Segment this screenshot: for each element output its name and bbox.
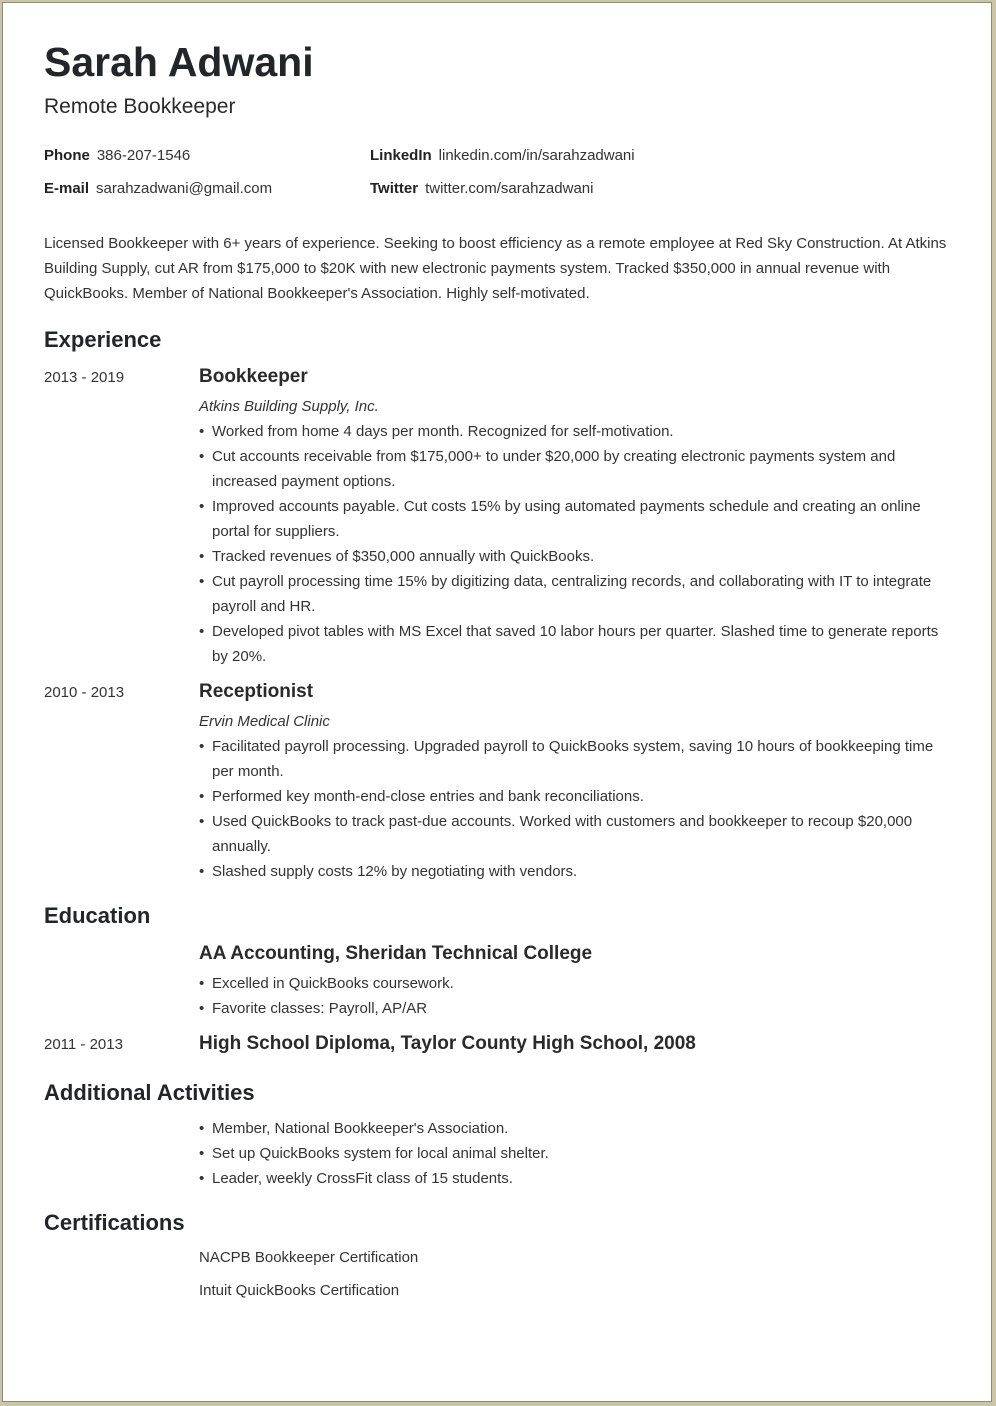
experience-heading: Experience	[44, 327, 162, 352]
activities-bullets	[199, 1116, 944, 1191]
job-role: Receptionist	[199, 681, 314, 702]
contact-twitter	[370, 180, 593, 197]
certifications-heading: Certifications	[44, 1210, 185, 1235]
twitter-link[interactable]: twitter.com/sarahzadwani	[425, 180, 594, 197]
education-degree: AA Accounting, Sheridan Technical College	[199, 943, 593, 964]
bullet-item: • Facilitated payroll processing. Upgraded payroll to QuickBooks system, saving 10 hours of bookkeeping time per month.	[199, 734, 944, 784]
bullet-item: • Member, National Bookkeeper's Association.	[199, 1116, 944, 1141]
bullet-item: • Improved accounts payable. Cut costs 15% by using automated payments schedule and creating an online portal for suppliers.	[199, 494, 944, 544]
summary-paragraph: Licensed Bookkeeper with 6+ years of experience. Seeking to boost efficiency as a remote employee at Red Sky Construction. At Atkins Building Supply, cut AR from $175,000 to $20K with new electronic payments system. Tracked $350,000 in annual revenue with QuickBooks. Member of National Bookkeeper's Association. Highly self-motivated.	[44, 235, 947, 302]
education-bullets	[199, 971, 944, 1021]
bullet-item: • Cut payroll processing time 15% by digitizing data, centralizing records, and collaborating with IT to integrate payroll and HR.	[199, 569, 944, 619]
bullet-item: • Developed pivot tables with MS Excel that saved 10 labor hours per quarter. Slashed time to generate reports by 20%.	[199, 619, 944, 669]
twitter-label: Twitter	[370, 180, 419, 197]
candidate-name: Sarah Adwani	[44, 39, 314, 85]
job-bullets	[199, 734, 944, 884]
email-link[interactable]: sarahzadwani@gmail.com	[96, 180, 273, 197]
job-company: Atkins Building Supply, Inc.	[199, 398, 379, 415]
contact-email	[44, 180, 272, 197]
bullet-item: • Performed key month-end-close entries and bank reconciliations.	[199, 784, 944, 809]
contact-phone	[44, 147, 190, 164]
phone-label: Phone	[44, 147, 90, 164]
bullet-item: • Slashed supply costs 12% by negotiating with vendors.	[199, 859, 944, 884]
job-bullets	[199, 419, 944, 669]
bullet-item: • Cut accounts receivable from $175,000+ to under $20,000 by creating electronic payments system and increased payment options.	[199, 444, 944, 494]
bullet-item: • Excelled in QuickBooks coursework.	[199, 971, 944, 996]
resume-page	[2, 2, 992, 1402]
activities-heading: Additional Activities	[44, 1080, 255, 1105]
linkedin-label: LinkedIn	[370, 147, 432, 164]
education-heading: Education	[44, 903, 151, 928]
phone-value: 386-207-1546	[96, 147, 191, 164]
email-label: E-mail	[44, 180, 90, 197]
bullet-item: • Tracked revenues of $350,000 annually with QuickBooks.	[199, 544, 944, 569]
contact-linkedin	[370, 147, 635, 164]
certification-item: NACPB Bookkeeper Certification	[199, 1249, 419, 1266]
linkedin-link[interactable]: linkedin.com/in/sarahzadwani	[438, 147, 635, 164]
job-dates: 2010 - 2013	[44, 684, 125, 701]
education-dates: 2011 - 2013	[44, 1036, 123, 1053]
bullet-item: • Favorite classes: Payroll, AP/AR	[199, 996, 944, 1021]
job-role: Bookkeeper	[199, 366, 308, 387]
job-dates: 2013 - 2019	[44, 369, 125, 386]
bullet-item: • Worked from home 4 days per month. Recognized for self-motivation.	[199, 419, 944, 444]
candidate-title: Remote Bookkeeper	[44, 95, 236, 118]
bullet-item: • Used QuickBooks to track past-due accounts. Worked with customers and bookkeeper to recoup $20,000 annually.	[199, 809, 944, 859]
education-degree: High School Diploma, Taylor County High School, 2008	[199, 1033, 696, 1054]
bullet-item: • Leader, weekly CrossFit class of 15 students.	[199, 1166, 944, 1191]
job-company: Ervin Medical Clinic	[199, 713, 330, 730]
certification-item: Intuit QuickBooks Certification	[199, 1282, 400, 1299]
bullet-item: • Set up QuickBooks system for local animal shelter.	[199, 1141, 944, 1166]
